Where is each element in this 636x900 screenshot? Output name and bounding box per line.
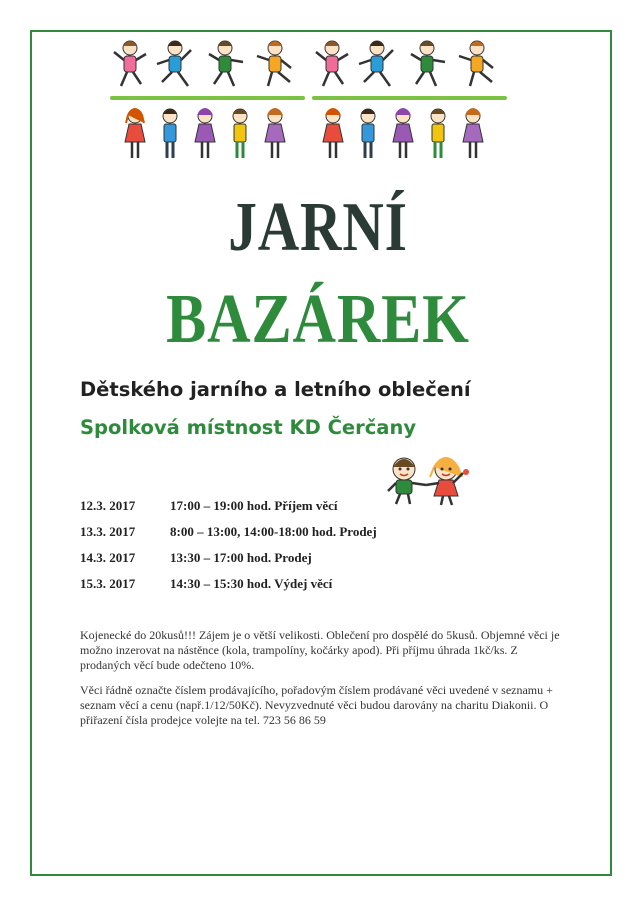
kid-figure [209, 41, 243, 86]
kid-figure [323, 109, 343, 158]
schedule-row [80, 498, 540, 524]
poster-title-line2: BAZÁREK [166, 281, 470, 358]
schedule-detail: 14:30 – 15:30 hod. Výdej věcí [170, 576, 333, 591]
kid-figure [316, 41, 348, 86]
kid-figure [361, 109, 375, 158]
kid-figure [393, 109, 413, 158]
kid-figure [157, 41, 191, 86]
kid-figure [463, 109, 483, 158]
schedule-date: 15.3. 2017 [80, 576, 136, 591]
grass-strip [312, 96, 507, 100]
kid-figure [265, 109, 285, 158]
standing-kids-clipart-left [120, 106, 300, 164]
schedule-list [80, 498, 540, 602]
running-kids-clipart-left [110, 38, 305, 104]
standing-kids-clipart-right [318, 106, 498, 164]
schedule-detail: 13:30 – 17:00 hod. Prodej [170, 550, 312, 565]
schedule-date: 14.3. 2017 [80, 550, 136, 565]
running-kids-clipart-right [312, 38, 507, 104]
info-paragraph-rules: Kojenecké do 20kusů!!! Zájem je o větší velikosti. Oblečení pro dospělé do 5kusů. Objemné věci je možno inzerovat na nástěnce (kola, trampolíny, kočárky apod). Při příjmu úhrada 1kč/ks. Z prodaných věcí bude odečteno 10%. [80, 628, 560, 672]
kid-figure [411, 41, 445, 86]
schedule-row [80, 524, 540, 550]
poster-venue: Spolková místnost KD Čerčany [80, 416, 417, 439]
kid-figure [195, 109, 215, 158]
info-paragraph-labeling: Věci řádně označte číslem prodávajícího, pořadovým číslem prodávané věci uvedené v seznamu + seznam věcí a cenu (např.1/12/50Kč). Nevyzvednuté věci budou darovány na charitu Diakonii. O přiřazení čísla prodejce volejte na tel. 723 56 86 59 [80, 683, 553, 727]
kid-figure [359, 41, 393, 86]
kid-figure [233, 109, 247, 158]
poster-title-line1: JARNÍ [228, 189, 408, 266]
kid-figure [431, 109, 445, 158]
kid-figure [163, 109, 177, 158]
poster-subtitle: Dětského jarního a letního oblečení [80, 378, 471, 401]
schedule-detail: 8:00 – 13:00, 14:00-18:00 hod. Prodej [170, 524, 377, 539]
kid-figure [459, 41, 493, 86]
kid-figure [125, 109, 145, 158]
schedule-detail: 17:00 – 19:00 hod. Příjem věcí [170, 498, 338, 513]
schedule-row [80, 576, 540, 602]
grass-strip [110, 96, 305, 100]
kid-figure [114, 41, 146, 86]
schedule-date: 12.3. 2017 [80, 498, 136, 513]
schedule-row [80, 550, 540, 576]
schedule-date: 13.3. 2017 [80, 524, 136, 539]
kid-figure [257, 41, 291, 86]
